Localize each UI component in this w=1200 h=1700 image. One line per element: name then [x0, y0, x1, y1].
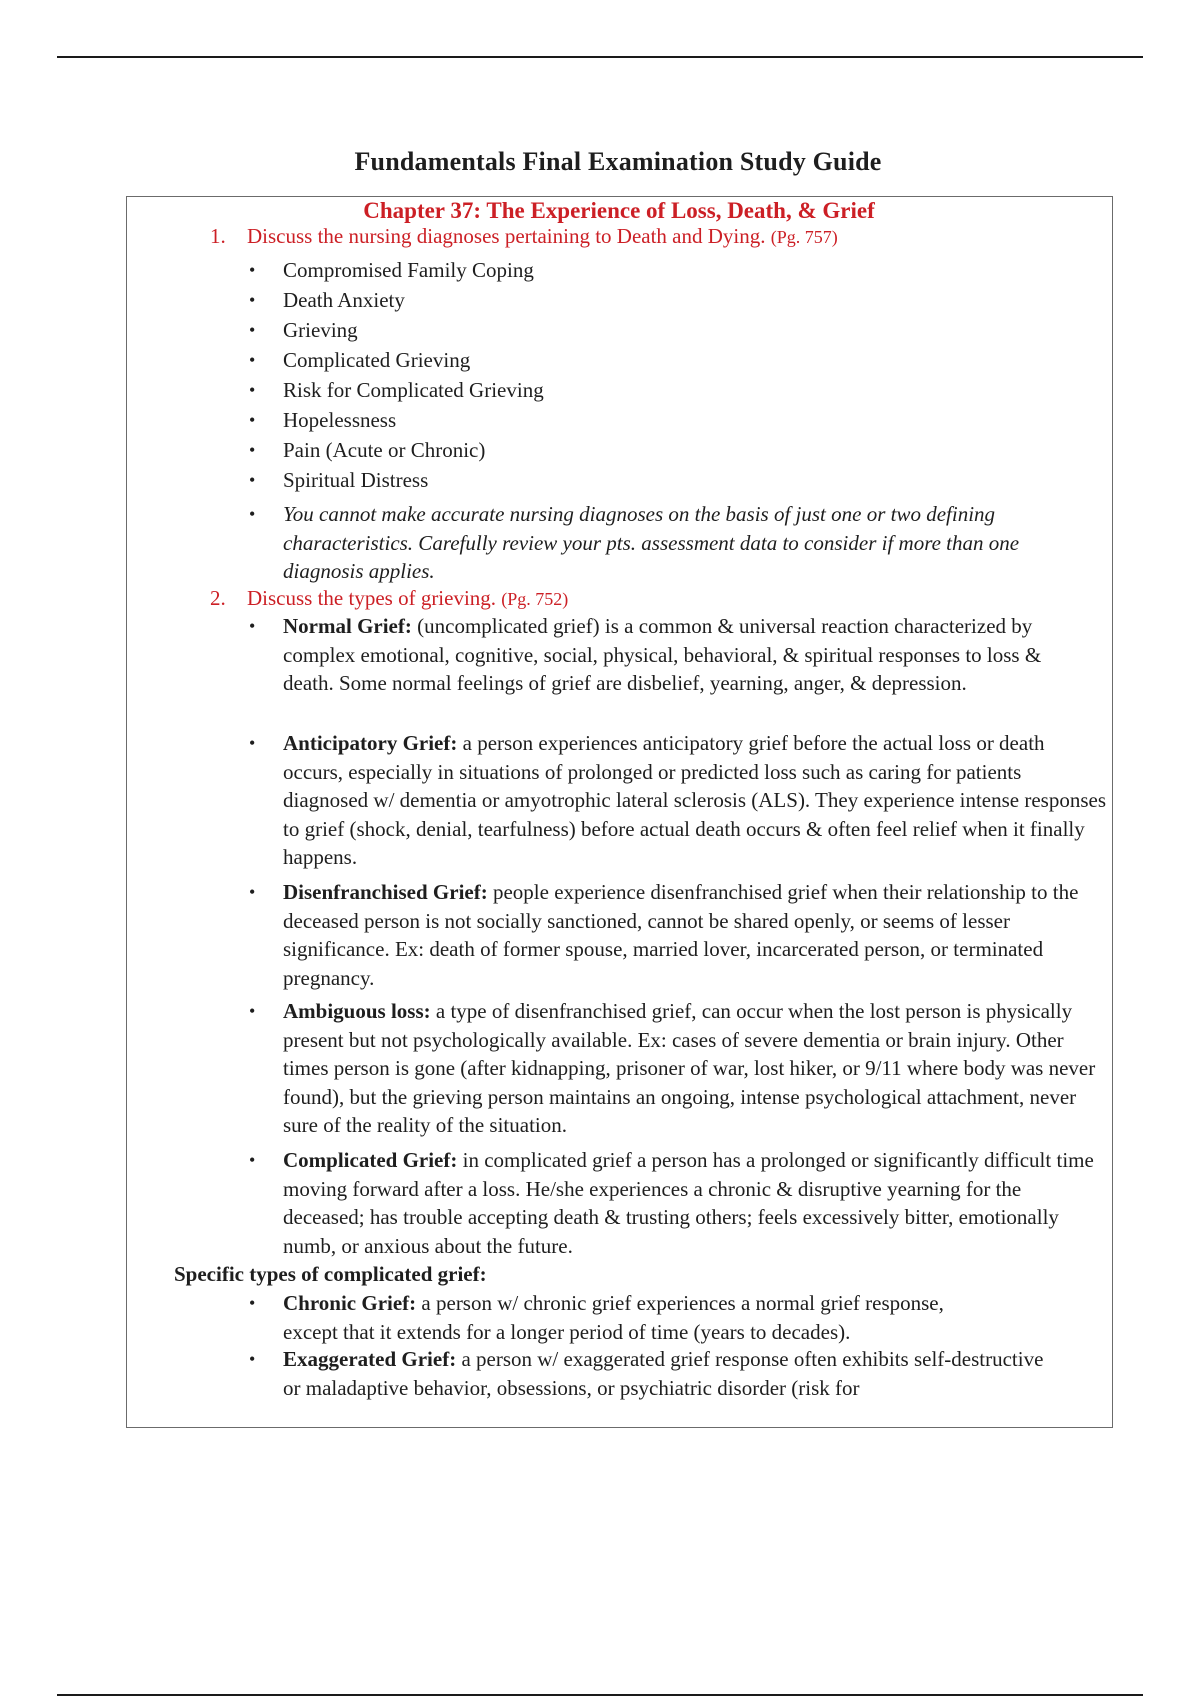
- bullet-icon: •: [249, 1001, 256, 1021]
- question-2-number: 2.: [210, 586, 226, 610]
- grief-term: Complicated Grief:: [283, 1148, 458, 1172]
- bullet-icon: •: [249, 1349, 256, 1369]
- diagnosis-label: Death Anxiety: [283, 288, 405, 312]
- grief-description: a type of disenfranchised grief, can occur when the lost person is physically present but not psychologically available. Ex: cases of severe dementia or brain injury. Other times person is gone (after kidnapping, prisoner of war, lost hiker, or 9/11 where body was never found), but the grieving person maintains an ongoing, intense psychological attachment, never sure of the reality of the situation.: [283, 999, 1096, 1137]
- list-item: [249, 1146, 1108, 1260]
- grief-term: Normal Grief:: [283, 614, 412, 638]
- grief-description: a person experiences anticipatory grief before the actual loss or death occurs, especially in situations of prolonged or predicted loss such as caring for patients diagnosed w/ dementia or amyotrophic lateral sclerosis (ALS). They experience intense responses to grief (shock, denial, tearfulness) before actual death occurs & often feel relief when it finally happens.: [283, 731, 1107, 869]
- grief-term: Chronic Grief:: [283, 1291, 417, 1315]
- question-1-page-ref: (Pg. 757): [770, 227, 838, 247]
- grief-description: in complicated grief a person has a prolonged or significantly difficult time moving forward after a loss. He/she experiences a chronic & disruptive yearning for the deceased; has trouble accepting death & trusting others; feels excessively bitter, emotionally numb, or anxious about the future.: [283, 1148, 1094, 1258]
- grief-description: a person w/ chronic grief experiences a normal grief response, except that it extends for a longer period of time (years to decades).: [283, 1291, 944, 1344]
- bullet-icon: •: [249, 882, 256, 902]
- diagnosis-label: Hopelessness: [283, 408, 397, 432]
- diagnosis-note: You cannot make accurate nursing diagnoses on the basis of just one or two defining characteristics. Carefully review your pts. assessment data to consider if more than one diagnosis applies.: [283, 502, 1020, 583]
- diagnosis-label: Pain (Acute or Chronic): [283, 438, 486, 462]
- grief-description: (uncomplicated grief) is a common & universal reaction characterized by complex emotional, cognitive, social, physical, behavioral, & spiritual responses to loss & death. Some normal feelings of grief are disbelief, yearning, anger, & depression.: [283, 614, 1042, 695]
- top-rule: [57, 56, 1143, 58]
- grief-term: Disenfranchised Grief:: [283, 880, 488, 904]
- question-2-page-ref: (Pg. 752): [501, 589, 569, 609]
- grief-description: a person w/ exaggerated grief response often exhibits self-destructive or maladaptive behavior, obsessions, or psychiatric disorder (risk for: [283, 1347, 1044, 1400]
- list-item: [249, 878, 1108, 992]
- diagnosis-label: Spiritual Distress: [283, 468, 429, 492]
- document-title: Fundamentals Final Examination Study Guide: [354, 147, 882, 176]
- bullet-icon: •: [249, 320, 256, 340]
- list-item: [249, 286, 1108, 315]
- list-item: [249, 729, 1108, 872]
- list-item: [249, 256, 1108, 285]
- bullet-icon: •: [249, 350, 256, 370]
- bullet-icon: •: [249, 290, 256, 310]
- list-item: [249, 997, 1108, 1140]
- bullet-icon: •: [249, 1293, 256, 1313]
- bullet-icon: •: [249, 504, 256, 524]
- list-item: [249, 500, 1063, 586]
- grief-term: Ambiguous loss:: [283, 999, 431, 1023]
- list-item: [249, 1289, 973, 1346]
- bullet-icon: •: [249, 733, 256, 753]
- grief-description: people experience disenfranchised grief when their relationship to the deceased person is not socially sanctioned, cannot be shared openly, or seems of lesser significance. Ex: death of former spouse, married lover, incarcerated person, or terminated pregnancy.: [283, 880, 1079, 990]
- list-item: [249, 376, 1108, 405]
- question-2-text: Discuss the types of grieving.: [247, 586, 497, 610]
- question-1: [210, 224, 838, 249]
- list-item: [249, 1345, 1063, 1402]
- bullet-icon: •: [249, 260, 256, 280]
- bullet-icon: •: [249, 380, 256, 400]
- question-1-text: Discuss the nursing diagnoses pertaining to Death and Dying.: [247, 224, 766, 248]
- complicated-grief-subheading: Specific types of complicated grief:: [174, 1262, 487, 1286]
- question-1-number: 1.: [210, 224, 226, 248]
- chapter-heading: Chapter 37: The Experience of Loss, Death, & Grief: [363, 198, 875, 223]
- diagnosis-label: Compromised Family Coping: [283, 258, 534, 282]
- grief-term: Anticipatory Grief:: [283, 731, 458, 755]
- bullet-icon: •: [249, 470, 256, 490]
- list-item: [249, 466, 1108, 495]
- list-item: [249, 612, 1063, 698]
- list-item: [249, 406, 1108, 435]
- bullet-icon: •: [249, 410, 256, 430]
- bottom-rule: [57, 1694, 1143, 1696]
- diagnosis-label: Risk for Complicated Grieving: [283, 378, 544, 402]
- grief-term: Exaggerated Grief:: [283, 1347, 457, 1371]
- question-2: [210, 586, 568, 611]
- bullet-icon: •: [249, 440, 256, 460]
- bullet-icon: •: [249, 1150, 256, 1170]
- diagnosis-label: Grieving: [283, 318, 358, 342]
- bullet-icon: •: [249, 616, 256, 636]
- diagnosis-label: Complicated Grieving: [283, 348, 471, 372]
- list-item: [249, 346, 1108, 375]
- list-item: [249, 316, 1108, 345]
- list-item: [249, 436, 1108, 465]
